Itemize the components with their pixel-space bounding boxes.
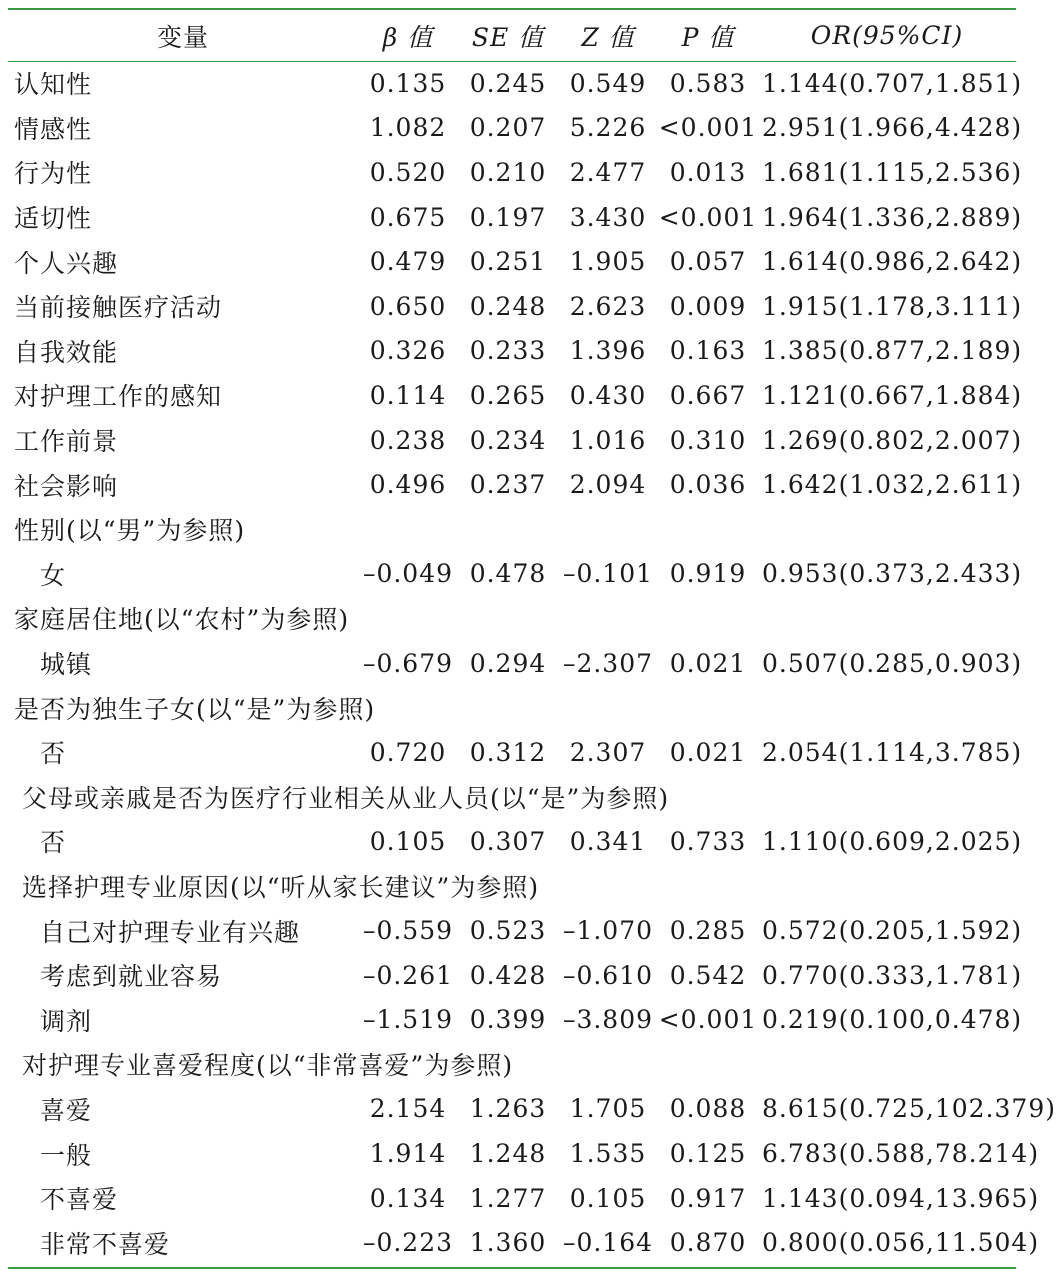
table-row — [8, 819, 1016, 864]
cell-or: 1.121(0.667,1.884) — [762, 380, 1023, 410]
cell-or: 1.614(0.986,2.642) — [762, 247, 1023, 277]
table-row — [8, 106, 1016, 151]
cell-z: 1.535 — [569, 1139, 647, 1169]
cell-beta: 1.082 — [369, 113, 447, 143]
cell-se: 0.233 — [469, 336, 547, 366]
table-row — [8, 150, 1016, 195]
cell-se: 0.523 — [469, 916, 547, 946]
cell-p: 0.583 — [669, 68, 747, 98]
regression-table — [8, 10, 1056, 1265]
cell-beta: 0.720 — [369, 737, 447, 767]
cell-beta: 1.914 — [369, 1139, 447, 1169]
cell-or: 0.219(0.100,0.478) — [762, 1005, 1023, 1035]
cell-p: <0.001 — [658, 113, 758, 143]
cell-se: 0.248 — [469, 291, 547, 321]
cell-or: 2.951(1.966,4.428) — [762, 113, 1023, 143]
cell-z: –1.070 — [562, 916, 654, 946]
cell-p: 0.917 — [669, 1183, 747, 1213]
header-p: P 值 — [681, 22, 735, 52]
cell-or: 1.964(1.336,2.889) — [762, 202, 1023, 232]
row-label: 性别(以“男”为参照) — [14, 516, 246, 546]
cell-or: 1.269(0.802,2.007) — [762, 425, 1023, 455]
header-beta: β 值 — [382, 22, 434, 52]
cell-p: 0.125 — [669, 1139, 747, 1169]
cell-z: 0.549 — [569, 68, 647, 98]
cell-beta: 0.135 — [369, 68, 447, 98]
cell-p: <0.001 — [658, 1005, 758, 1035]
cell-z: –3.809 — [562, 1005, 654, 1035]
cell-or: 1.642(1.032,2.611) — [762, 470, 1023, 500]
cell-beta: 0.114 — [369, 380, 447, 410]
table-row — [8, 239, 1016, 284]
row-label: 自我效能 — [14, 337, 119, 367]
table-header — [8, 10, 1016, 61]
row-label: 适切性 — [14, 204, 93, 234]
row-label: 工作前景 — [14, 427, 119, 457]
row-label: 否 — [40, 828, 67, 858]
cell-z: 2.307 — [569, 737, 647, 767]
cell-p: 0.057 — [669, 247, 747, 277]
header-se: SE 值 — [471, 22, 545, 52]
cell-z: 1.705 — [569, 1094, 647, 1124]
cell-or: 1.144(0.707,1.851) — [762, 68, 1023, 98]
row-label: 选择护理专业原因(以“听从家长建议”为参照) — [22, 872, 540, 902]
cell-beta: 0.105 — [369, 826, 447, 856]
row-label: 社会影响 — [14, 471, 119, 501]
cell-z: –0.101 — [562, 559, 654, 589]
row-label: 否 — [40, 739, 67, 769]
cell-p: 0.021 — [669, 737, 747, 767]
cell-se: 1.360 — [469, 1228, 547, 1258]
cell-beta: 0.479 — [369, 247, 447, 277]
cell-or: 2.054(1.114,3.785) — [762, 737, 1023, 767]
table-row — [8, 641, 1016, 686]
cell-p: <0.001 — [658, 202, 758, 232]
cell-or: 0.572(0.205,1.592) — [762, 916, 1023, 946]
cell-beta: 2.154 — [369, 1094, 447, 1124]
cell-se: 0.237 — [469, 470, 547, 500]
cell-beta: –0.559 — [362, 916, 454, 946]
row-label: 考虑到就业容易 — [40, 962, 223, 992]
cell-p: 0.919 — [669, 559, 747, 589]
table-row — [8, 507, 1016, 552]
cell-or: 0.800(0.056,11.504) — [762, 1228, 1040, 1258]
table-row — [8, 864, 1016, 909]
table-row — [8, 373, 1016, 418]
header-variable: 变量 — [156, 22, 209, 52]
cell-z: 1.905 — [569, 247, 647, 277]
row-label: 不喜爱 — [40, 1185, 119, 1215]
table-body — [8, 61, 1056, 1265]
cell-se: 0.251 — [469, 247, 547, 277]
row-label: 当前接触医疗活动 — [14, 293, 223, 323]
header-z: Z 值 — [581, 22, 635, 52]
cell-se: 0.399 — [469, 1005, 547, 1035]
cell-p: 0.667 — [669, 380, 747, 410]
cell-se: 0.478 — [469, 559, 547, 589]
cell-p: 0.870 — [669, 1228, 747, 1258]
cell-z: –0.164 — [562, 1228, 654, 1258]
cell-p: 0.088 — [669, 1094, 747, 1124]
cell-se: 0.428 — [469, 960, 547, 990]
cell-se: 0.265 — [469, 380, 547, 410]
cell-beta: 0.496 — [369, 470, 447, 500]
row-label: 是否为独生子女(以“是”为参照) — [14, 694, 376, 724]
cell-se: 0.245 — [469, 68, 547, 98]
cell-se: 0.307 — [469, 826, 547, 856]
table-row — [8, 462, 1016, 507]
cell-z: 5.226 — [569, 113, 647, 143]
cell-se: 0.312 — [469, 737, 547, 767]
table-row — [8, 329, 1016, 374]
table-bottom-rule — [8, 1267, 1016, 1269]
cell-se: 0.207 — [469, 113, 547, 143]
table-row — [8, 61, 1016, 106]
cell-beta: –1.519 — [362, 1005, 454, 1035]
row-label: 对护理专业喜爱程度(以“非常喜爱”为参照) — [22, 1051, 514, 1081]
cell-se: 1.263 — [469, 1094, 547, 1124]
table-row — [8, 596, 1016, 641]
cell-se: 1.248 — [469, 1139, 547, 1169]
cell-z: 0.430 — [569, 380, 647, 410]
cell-p: 0.021 — [669, 648, 747, 678]
table-row — [8, 908, 1016, 953]
cell-z: 1.016 — [569, 425, 647, 455]
cell-z: 0.341 — [569, 826, 647, 856]
table-row — [8, 195, 1016, 240]
cell-beta: –0.223 — [362, 1228, 454, 1258]
row-label: 女 — [40, 560, 67, 590]
cell-p: 0.285 — [669, 916, 747, 946]
row-label: 城镇 — [40, 650, 93, 680]
cell-p: 0.310 — [669, 425, 747, 455]
table-row — [8, 997, 1016, 1042]
row-label: 家庭居住地(以“农村”为参照) — [14, 605, 350, 635]
cell-p: 0.733 — [669, 826, 747, 856]
row-label: 喜爱 — [40, 1095, 93, 1125]
cell-beta: 0.134 — [369, 1183, 447, 1213]
cell-z: 2.623 — [569, 291, 647, 321]
table-row — [8, 552, 1016, 597]
cell-or: 1.681(1.115,2.536) — [762, 157, 1023, 187]
cell-z: 1.396 — [569, 336, 647, 366]
cell-z: 2.477 — [569, 157, 647, 187]
cell-p: 0.542 — [669, 960, 747, 990]
cell-beta: 0.520 — [369, 157, 447, 187]
row-label: 情感性 — [14, 114, 93, 144]
cell-or: 0.770(0.333,1.781) — [762, 960, 1023, 990]
cell-or: 1.143(0.094,13.965) — [762, 1183, 1040, 1213]
table-row — [8, 1131, 1016, 1176]
header-or: OR(95%CI) — [810, 21, 964, 50]
cell-beta: 0.650 — [369, 291, 447, 321]
row-label: 一般 — [40, 1140, 93, 1170]
row-label: 非常不喜爱 — [40, 1229, 171, 1259]
cell-p: 0.036 — [669, 470, 747, 500]
cell-or: 8.615(0.725,102.379) — [762, 1094, 1056, 1124]
table-row — [8, 953, 1016, 998]
cell-z: 0.105 — [569, 1183, 647, 1213]
row-label: 个人兴趣 — [14, 248, 119, 278]
table-row — [8, 1087, 1016, 1132]
table-row — [8, 1220, 1016, 1265]
cell-se: 1.277 — [469, 1183, 547, 1213]
cell-or: 0.953(0.373,2.433) — [762, 559, 1023, 589]
table-row — [8, 418, 1016, 463]
cell-or: 0.507(0.285,0.903) — [762, 648, 1023, 678]
cell-p: 0.013 — [669, 157, 747, 187]
table-row — [8, 1042, 1016, 1087]
cell-z: 3.430 — [569, 202, 647, 232]
cell-beta: 0.326 — [369, 336, 447, 366]
cell-z: –0.610 — [562, 960, 654, 990]
cell-z: 2.094 — [569, 470, 647, 500]
cell-or: 1.110(0.609,2.025) — [762, 826, 1023, 856]
row-label: 调剂 — [40, 1006, 93, 1036]
cell-beta: 0.675 — [369, 202, 447, 232]
row-label: 对护理工作的感知 — [14, 382, 223, 412]
row-label: 自己对护理专业有兴趣 — [40, 917, 301, 947]
cell-or: 6.783(0.588,78.214) — [762, 1139, 1040, 1169]
cell-p: 0.163 — [669, 336, 747, 366]
cell-beta: 0.238 — [369, 425, 447, 455]
cell-beta: –0.261 — [362, 960, 454, 990]
cell-beta: –0.049 — [362, 559, 454, 589]
table-row — [8, 685, 1016, 730]
cell-beta: –0.679 — [362, 648, 454, 678]
table-row — [8, 284, 1016, 329]
cell-se: 0.234 — [469, 425, 547, 455]
table-row — [8, 730, 1016, 775]
header-row — [8, 10, 1016, 61]
cell-z: –2.307 — [562, 648, 654, 678]
row-label: 父母或亲戚是否为医疗行业相关从业人员(以“是”为参照) — [22, 783, 670, 813]
cell-se: 0.294 — [469, 648, 547, 678]
table-row — [8, 775, 1016, 820]
cell-or: 1.915(1.178,3.111) — [762, 291, 1023, 321]
row-label: 行为性 — [14, 159, 93, 189]
cell-se: 0.210 — [469, 157, 547, 187]
cell-p: 0.009 — [669, 291, 747, 321]
cell-se: 0.197 — [469, 202, 547, 232]
table-row — [8, 1176, 1016, 1221]
row-label: 认知性 — [14, 70, 93, 100]
cell-or: 1.385(0.877,2.189) — [762, 336, 1023, 366]
